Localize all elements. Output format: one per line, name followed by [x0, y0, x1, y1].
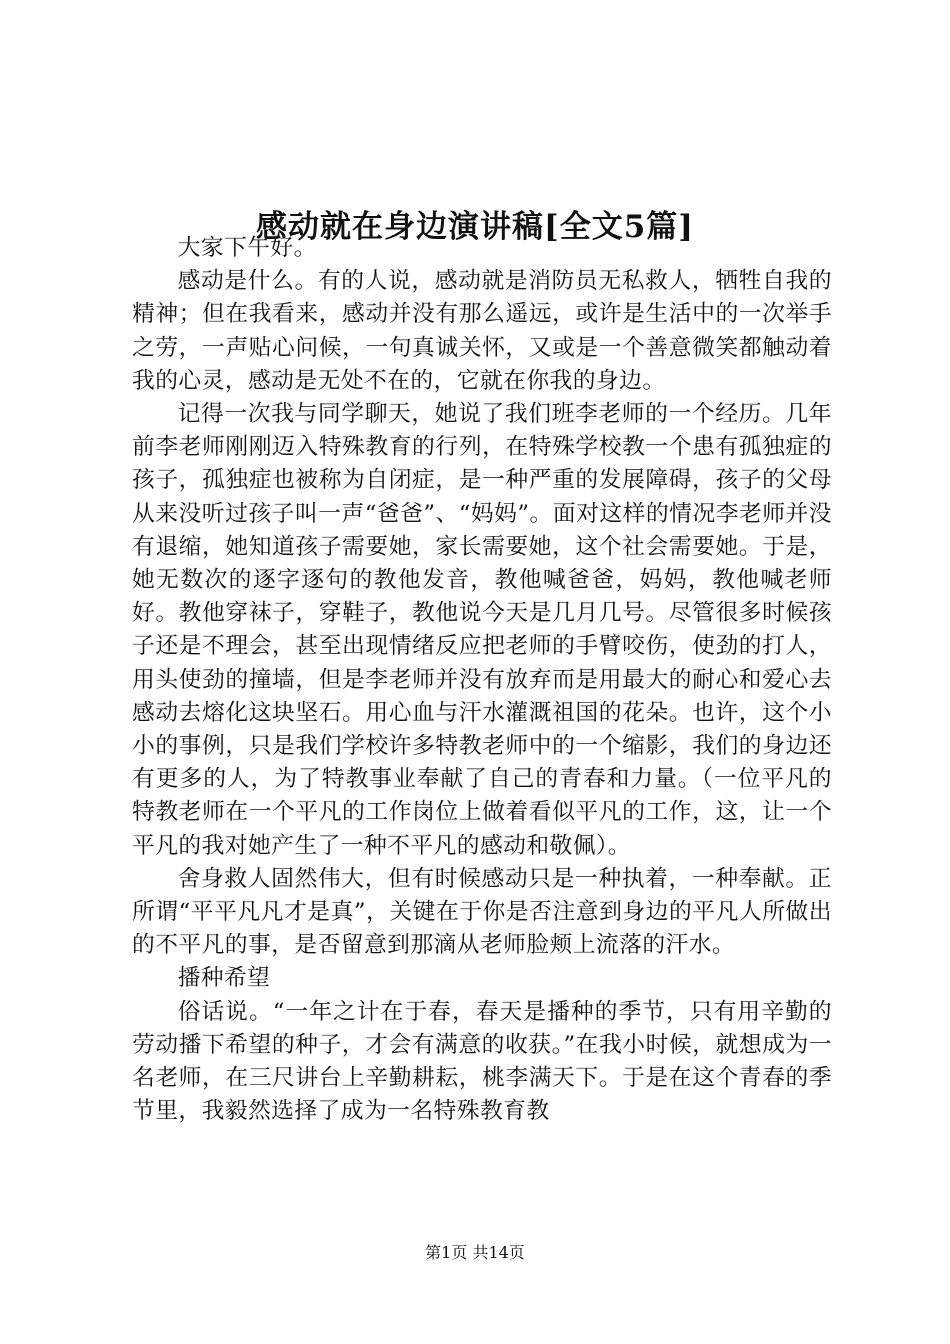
document-body	[132, 232, 832, 1128]
page-number-footer: 第1页 共14页	[425, 1243, 525, 1262]
paragraph-greeting: 大家下午好。	[177, 235, 317, 261]
paragraph-what-is-moving: 感动是什么。有的人说，感动就是消防员无私救人，牺牲自我的精神；但在我看来，感动并没有那么遥远，或许是生活中的一次举手之劳，一声贴心问候，一句真诚关怀，又或是一个善意微笑都触动着我的心灵，感动是无处不在的，它就在你我的身边。	[132, 268, 832, 394]
section-heading-sowing-hope: 播种希望	[177, 965, 271, 992]
paragraph-proverb: 俗话说。“一年之计在于春，春天是播种的季节，只有用辛勤的劳动播下希望的种子，才会有满意的收获。”在我小时候，就想成为一名老师，在三尺讲台上辛勤耕耘，桃李满天下。于是在这个青春的季节里，我毅然选择了成为一名特殊教育教	[132, 998, 832, 1125]
paragraph-dedication: 舍身救人固然伟大，但有时候感动只是一种执着，一种奉献。正所谓“平平凡凡才是真”，关键在于你是否注意到身边的平凡人所做出的不平凡的事，是否留意到那滴从老师脸颊上流落的汗水。	[132, 865, 832, 959]
paragraph-teacher-li-story: 记得一次我与同学聊天，她说了我们班李老师的一个经历。几年前李老师刚刚迈入特殊教育的行列，在特殊学校教一个患有孤独症的孩子，孤独症也被称为自闭症，是一种严重的发展障碍，孩子的父母从来没听过孩子叫一声“爸爸”、“妈妈”。面对这样的情况李老师并没有退缩，她知道孩子需要她，家长需要她，这个社会需要她。于是，她无数次的逐字逐句的教他发音，教他喊爸爸，妈妈，教他喊老师好。教他穿袜子，穿鞋子，教他说今天是几月几号。尽管很多时候孩子还是不理会，甚至出现情绪反应把老师的手臂咬伤，使劲的打人，用头使劲的撞墙，但是李老师并没有放弃而是用最大的耐心和爱心去感动去熔化这块坚石。用心血与汗水灌溉祖国的花朵。也许，这个小小的事例，只是我们学校许多特教老师中的一个缩影，我们的身边还有更多的人，为了特教事业奉献了自己的青春和力量。（一位平凡的特教老师在一个平凡的工作岗位上做着看似平凡的工作，这，让一个平凡的我对她产生了一种不平凡的感动和敬佩）。	[132, 401, 832, 859]
document-title: 感动就在身边演讲稿[全文5篇]	[256, 208, 694, 245]
